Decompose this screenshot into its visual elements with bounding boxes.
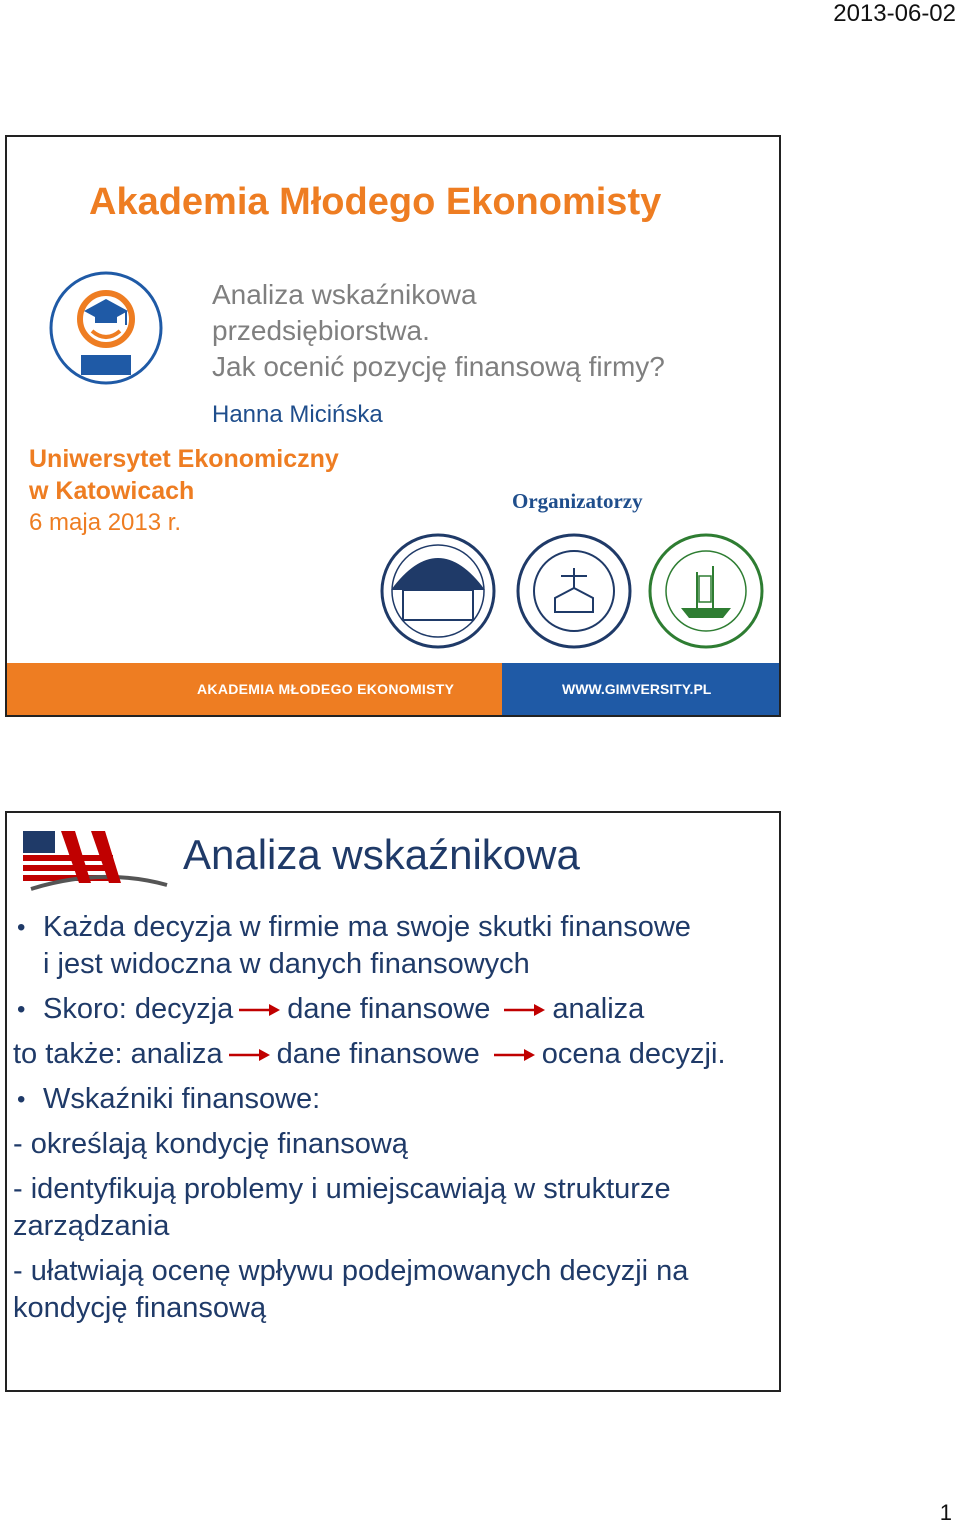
university-line-2: w Katowicach: [29, 477, 195, 505]
author-name: Hanna Micińska: [212, 401, 383, 428]
flow2-a: to także: analiza: [13, 1038, 223, 1070]
bullet-indicators: • Wskaźniki finansowe:: [13, 1081, 773, 1118]
bullet1-line2: i jest widoczna w danych finansowych: [43, 948, 530, 980]
footer-website: WWW.GIMVERSITY.PL: [502, 663, 779, 715]
bullet-flow-skoro: [13, 991, 773, 1028]
university-name: [29, 443, 339, 507]
slide1-title: Akademia Młodego Ekonomisty: [89, 181, 662, 223]
flow-row-1: [43, 991, 773, 1028]
page-number: 1: [939, 1500, 952, 1525]
page-date: 2013-06-02: [833, 0, 956, 27]
organizers-label: Organizatorzy: [512, 489, 643, 513]
flow1-b: dane finansowe: [287, 993, 491, 1025]
flow2-b: dane finansowe: [276, 1038, 480, 1070]
flow1-a: • Skoro: decyzja: [43, 993, 234, 1025]
footer-academy-label: AKADEMIA MŁODEGO EKONOMISTY: [7, 663, 502, 715]
dash3-line2: kondycję finansową: [13, 1292, 267, 1324]
sgh-warszawa-seal-icon: [647, 532, 765, 650]
subtitle-line-3: Jak ocenić pozycję finansową firmy?: [212, 351, 665, 382]
arrow-right-icon: [229, 1047, 271, 1063]
bullet1-line1: • Każda decyzja w firmie ma swoje skutki finansowe: [43, 911, 691, 943]
slide1-footer: [7, 663, 779, 715]
ue-katowice-seal-icon: [515, 532, 633, 650]
dash2-line2: zarządzania: [13, 1210, 170, 1242]
arrow-right-icon: [504, 1002, 546, 1018]
flow-row-2: [13, 1036, 773, 1073]
ratings-flag-logo-icon: [21, 827, 169, 897]
subtitle-line-1: Analiza wskaźnikowa: [212, 279, 477, 310]
university-line-1: Uniwersytet Ekonomiczny: [29, 445, 339, 473]
arrow-right-icon: [494, 1047, 536, 1063]
slide2-title: Analiza wskaźnikowa: [183, 831, 580, 878]
bullet-decision-effects: [13, 909, 773, 983]
fundacja-promocji-seal-icon: [379, 532, 497, 650]
arrow-right-icon: [239, 1002, 281, 1018]
ame-graduation-cap-logo-icon: [47, 269, 165, 387]
flow2-c: ocena decyzji.: [541, 1038, 726, 1070]
slide2-body: [13, 909, 773, 1327]
dash-item-1: - określają kondycję finansową: [13, 1128, 408, 1160]
dash3-line1: - ułatwiają ocenę wpływu podejmowanych decyzji na: [13, 1255, 689, 1287]
dash2-line1: - identyfikują problemy i umiejscawiają w strukturze: [13, 1173, 671, 1205]
subtitle-line-2: przedsiębiorstwa.: [212, 315, 430, 346]
dash-item-3: [13, 1253, 773, 1327]
slide1-subtitle: [212, 277, 665, 385]
event-date: 6 maja 2013 r.: [29, 509, 182, 536]
dash-item-2: [13, 1171, 773, 1245]
slide-content: [5, 811, 781, 1392]
flow1-c: analiza: [552, 993, 645, 1025]
slide-title: [5, 135, 781, 717]
